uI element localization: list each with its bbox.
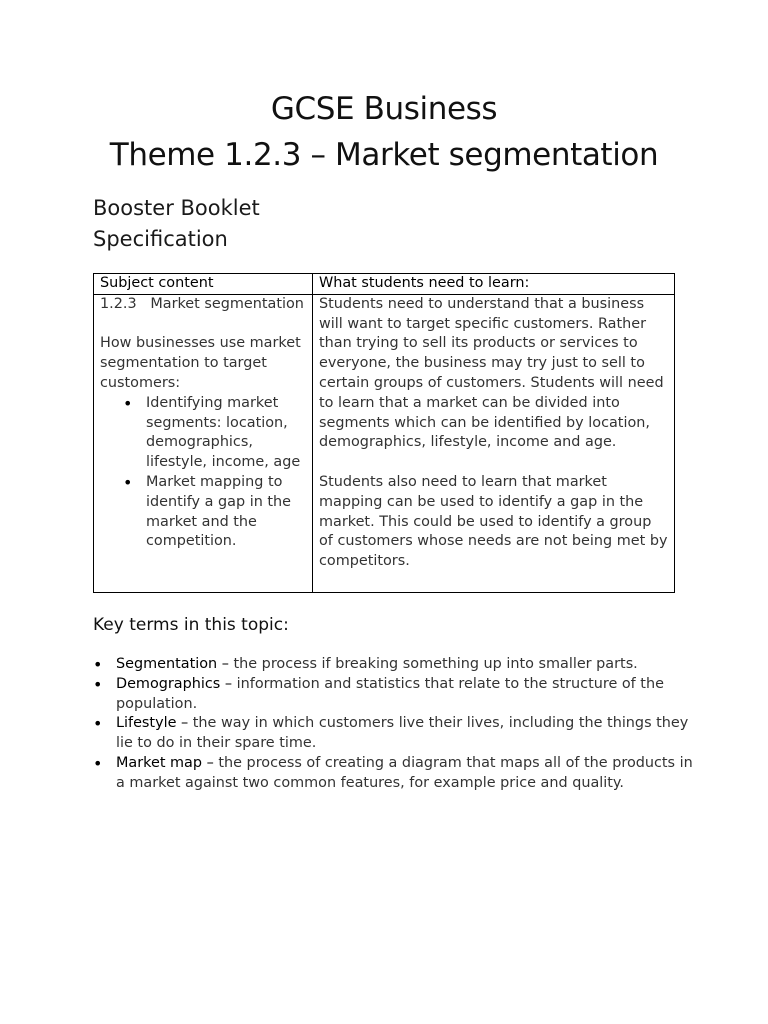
list-item [116, 754, 698, 794]
key-terms-heading: Key terms in this topic: [93, 615, 289, 635]
key-terms-list [93, 655, 698, 794]
list-item [116, 655, 698, 675]
title-line-2: Theme 1.2.3 – Market segmentation [109, 137, 659, 173]
learning-paragraph-2: Students also need to learn that market mapping can be used to identify a gap in the market. This could be used to identify a group of customers whose needs are not being met by competitors. [319, 473, 668, 570]
table-header-row [94, 274, 675, 295]
term-definition: the process of creating a diagram that maps all of the products in a market against two common features, for example price and quality. [116, 754, 693, 791]
term-definition: the process if breaking something up into smaller parts. [228, 656, 638, 672]
term-label: Market map – [116, 754, 214, 771]
subtitle-block [93, 193, 260, 255]
term-label: Segmentation – [116, 656, 229, 672]
learning-paragraph-1: Students need to understand that a business will want to target specific customers. Rather than trying to sell its products or services to everyone, the business may try just to sell to certain groups of customers. Students will need to learn that a market can be divided into segments which can be identified by location, demographics, lifestyle, income and age. [319, 295, 664, 451]
page-title [0, 86, 768, 178]
title-line-1: GCSE Business [270, 91, 498, 127]
topic-label: 1.2.3 Market segmentation [100, 295, 304, 312]
list-item: • Identifying market segments: location, demographics, lifestyle, income, age [146, 394, 306, 473]
term-label: Lifestyle – [116, 715, 189, 732]
specification-table [93, 273, 675, 593]
list-item [116, 714, 698, 754]
table-row [94, 294, 675, 592]
learning-outcomes-cell [313, 294, 675, 592]
subject-bullet-list [100, 394, 306, 552]
list-item [116, 675, 698, 715]
term-label: Demographics – [116, 675, 233, 692]
topic-intro: How businesses use market segmentation to target customers: [100, 335, 301, 391]
term-definition: the way in which customers live their lives, including the things they lie to do in their spare time. [116, 715, 689, 752]
header-subject-content: Subject content [94, 274, 313, 295]
header-what-students-need: What students need to learn: [313, 274, 675, 295]
term-definition: information and statistics that relate to the structure of the population. [116, 675, 664, 712]
subject-content-cell [94, 294, 313, 592]
subtitle-specification: Specification [93, 227, 228, 251]
subtitle-booster-booklet: Booster Booklet [93, 196, 260, 220]
list-item: • Market mapping to identify a gap in the market and the competition. [146, 473, 306, 552]
